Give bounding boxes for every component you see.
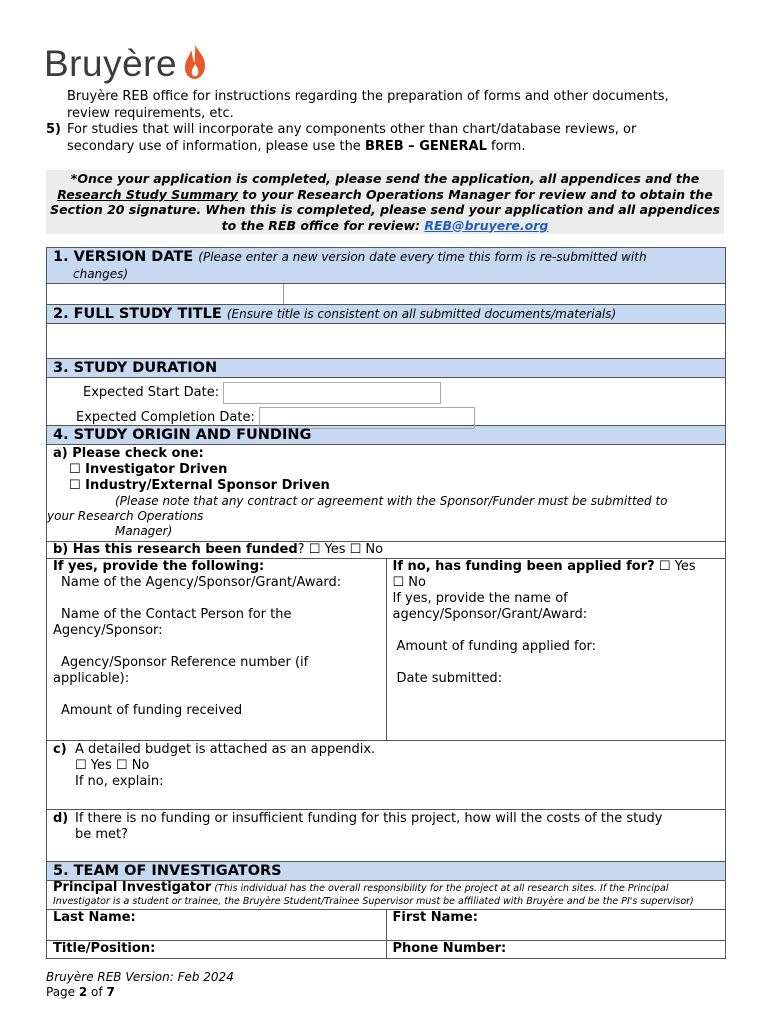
section-4-title: 4. STUDY ORIGIN AND FUNDING <box>53 427 312 443</box>
title-position-field[interactable]: Title/Position: <box>47 941 387 958</box>
reference-number-label-2: applicable): <box>53 671 130 686</box>
sponsor-note-3: Manager) <box>115 524 173 538</box>
contact-person-label: Name of the Contact Person for the <box>61 607 292 622</box>
funded-row <box>47 542 725 559</box>
notice-line-4-text: to the REB office for review: <box>221 217 425 233</box>
section-1-note-2: changes) <box>73 267 129 281</box>
budget-row <box>47 741 725 810</box>
name-row <box>47 910 725 941</box>
cost-text-2: be met? <box>75 827 129 842</box>
section-3-title: 3. STUDY DURATION <box>53 360 218 376</box>
origin-check-row <box>47 445 725 542</box>
intro-line-1: Bruyère REB office for instructions regarding the preparation of forms and other documents, <box>67 89 669 104</box>
cost-number: d) <box>53 811 69 826</box>
funding-applied-cell <box>387 559 726 740</box>
page-footer <box>46 970 234 1000</box>
item-5 <box>46 122 726 139</box>
reference-number-label: Agency/Sponsor Reference number (if <box>61 655 309 670</box>
funding-applied-no[interactable]: ☐ No <box>392 575 426 590</box>
date-submitted-label: Date submitted: <box>396 671 503 686</box>
section-5-header <box>47 862 725 881</box>
version-date-field[interactable] <box>47 284 725 305</box>
pi-label: Principal Investigator <box>53 880 212 895</box>
industry-sponsor-checkbox[interactable]: ☐ Industry/External Sponsor Driven <box>69 478 330 493</box>
applied-agency-label: If yes, provide the name of <box>392 591 568 606</box>
budget-line <box>53 742 719 758</box>
section-2-title: 2. FULL STUDY TITLE <box>53 306 222 322</box>
reb-email-link[interactable]: REB@bruyere.org <box>424 217 549 233</box>
funding-applied-question: If no, has funding been applied for? <box>392 559 655 574</box>
item-5-line-2 <box>46 139 726 156</box>
funding-received-label: Amount of funding received <box>61 703 243 718</box>
completion-date-label: Expected Completion Date: <box>76 410 255 425</box>
item-5-text-b: form. <box>486 138 526 154</box>
reb-version: Bruyère REB Version: Feb 2024 <box>46 970 234 984</box>
cost-row <box>47 810 725 862</box>
pi-note: (This individual has the overall responsibility for the project at all research sites. If the Principal Investigator is a student or trainee, the Bruyère Student/Trainee Supervisor must be affiliated with Bruyère and be the PI's supervisor) <box>53 883 694 907</box>
notice-line-2 <box>46 187 724 203</box>
bruyere-logo <box>44 44 207 82</box>
completion-date-input[interactable] <box>259 407 475 429</box>
section-1-header <box>47 248 725 284</box>
funding-yes-heading: If yes, provide the following: <box>53 559 265 574</box>
application-form <box>46 247 726 959</box>
item-5-text-a: secondary use of information, please use the <box>67 138 365 154</box>
intro-line-2: review requirements, etc. <box>67 105 234 121</box>
notice-line-2-text: to your Research Operations Manager for review and to obtain the <box>237 186 713 202</box>
breb-general-form: BREB – GENERAL <box>364 138 487 154</box>
logo-text: Bruyère <box>44 43 178 84</box>
page-of: of <box>87 985 107 999</box>
section-1-title: 1. VERSION DATE <box>53 249 194 265</box>
notice-line-4 <box>46 218 724 234</box>
last-name-field[interactable]: Last Name: <box>47 910 387 940</box>
section-1-note: (Please enter a new version date every time this form is re-submitted with <box>198 250 647 264</box>
phone-number-field[interactable]: Phone Number: <box>392 941 507 956</box>
funded-question: b) Has this research been funded <box>53 542 298 557</box>
title-phone-row <box>47 941 725 959</box>
intro-text <box>46 89 726 155</box>
sponsor-note-1: (Please note that any contract or agreement with the Sponsor/Funder must be submitted to <box>115 494 668 508</box>
contact-person-label-2: Agency/Sponsor: <box>53 623 163 638</box>
start-date-label: Expected Start Date: <box>83 385 220 400</box>
pi-description <box>47 881 725 910</box>
funding-applied-line <box>393 559 726 575</box>
funding-details <box>47 559 725 741</box>
amount-applied-label: Amount of funding applied for: <box>396 639 597 654</box>
sponsor-note-2: your Research Operations <box>47 509 204 523</box>
budget-options[interactable]: ☐ Yes ☐ No <box>75 758 150 773</box>
funding-applied-yes[interactable]: ☐ Yes <box>654 559 696 574</box>
item-5-number: 5) <box>46 122 61 137</box>
funded-options[interactable]: ? ☐ Yes ☐ No <box>297 542 384 557</box>
study-title-field[interactable] <box>47 324 725 359</box>
version-date-cell[interactable] <box>47 284 284 304</box>
page-prefix: Page <box>46 985 79 999</box>
cost-line <box>53 811 719 827</box>
section-5-title: 5. TEAM OF INVESTIGATORS <box>53 863 282 879</box>
first-name-field[interactable]: First Name: <box>392 910 478 925</box>
cost-text: If there is no funding or insufficient funding for this project, how will the costs of the study <box>75 811 663 826</box>
notice-line-1: *Once your application is completed, please send the application, all appendices and the <box>70 171 700 186</box>
study-duration-fields <box>47 378 725 426</box>
funding-received-cell <box>47 559 387 740</box>
section-2-note: (Ensure title is consistent on all submitted documents/materials) <box>226 307 617 321</box>
agency-name-label: Name of the Agency/Sponsor/Grant/Award: <box>61 575 342 590</box>
item-5-text: For studies that will incorporate any components other than chart/database reviews, or <box>67 122 637 137</box>
origin-question: a) Please check one: <box>53 446 204 461</box>
page-total: 7 <box>106 985 115 999</box>
budget-explain-label: If no, explain: <box>75 774 164 789</box>
start-date-line <box>47 382 725 404</box>
investigator-driven-checkbox[interactable]: ☐ Investigator Driven <box>69 462 228 477</box>
section-3-header <box>47 359 725 378</box>
page-number <box>46 985 234 1000</box>
notice-line-3: Section 20 signature. When this is completed, please send your application and all appendices <box>50 202 720 217</box>
research-study-summary: Research Study Summary <box>57 186 238 202</box>
start-date-input[interactable] <box>223 382 441 404</box>
page-current: 2 <box>78 985 88 999</box>
applied-agency-label-2: agency/Sponsor/Grant/Award: <box>392 607 588 622</box>
section-2-header <box>47 305 725 324</box>
budget-text: A detailed budget is attached as an appendix. <box>75 742 376 757</box>
submission-notice <box>46 170 724 234</box>
flame-icon <box>183 44 207 80</box>
budget-number: c) <box>53 742 67 757</box>
